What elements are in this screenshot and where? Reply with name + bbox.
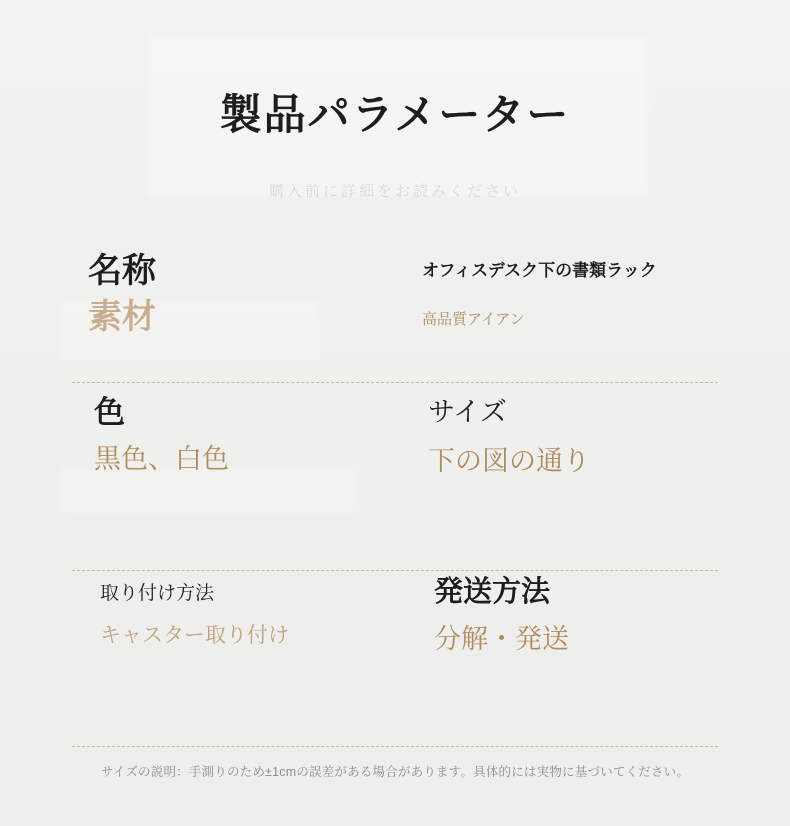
page-subtitle: 購入前に詳細をお読みください [268,183,521,200]
spec-group-3 [0,570,790,746]
spec-label-name: 名称 [88,252,156,290]
spec-group-1 [0,236,790,382]
spec-value-size: 下の図の通り [428,446,590,476]
spec-label-size: サイズ [428,397,507,427]
spec-value-installation: キャスター取り付け [100,624,289,647]
divider-3 [72,746,718,747]
spec-label-installation: 取り付け方法 [100,583,215,604]
spec-value-name: オフィスデスク下の書類ラック [422,261,657,280]
spec-label-color: 色 [94,395,125,430]
spec-table [0,236,790,746]
spec-group-2 [0,382,790,570]
page-title: 製品パラメーター [219,91,571,138]
spec-value-material: 高品質アイアン [422,311,525,328]
size-footnote: サイズの説明：手測りのため±1cmの誤差がある場合があります。具体的には実物に基づいてください。 [100,765,690,779]
spec-label-material: 素材 [88,298,156,336]
spec-value-color: 黒色、白色 [94,444,229,474]
spec-label-shipping: 発送方法 [434,576,551,608]
spec-value-shipping: 分解・発送 [434,624,569,654]
